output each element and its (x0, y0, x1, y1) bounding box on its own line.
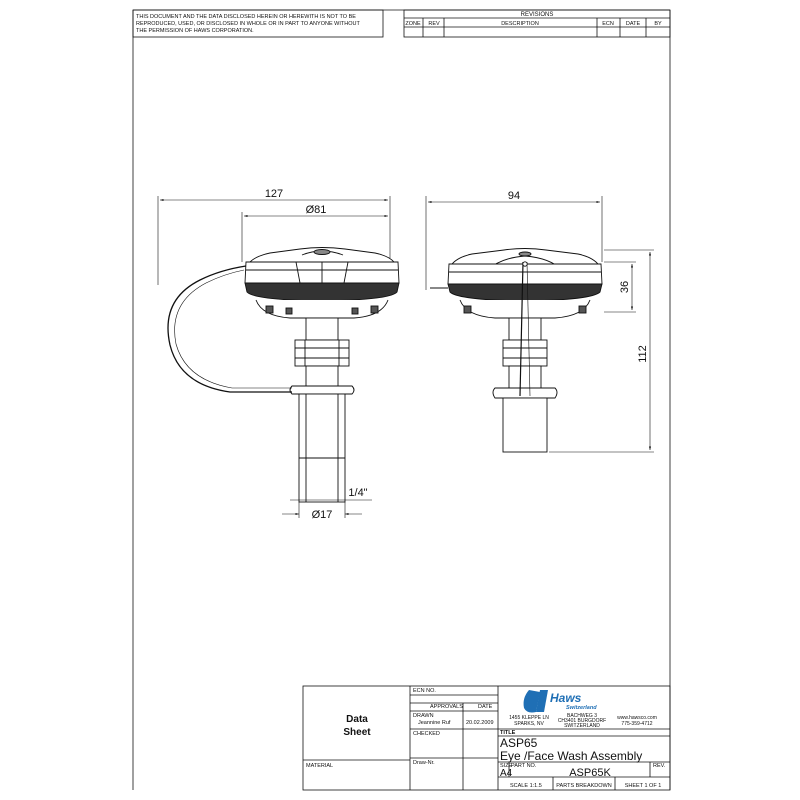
dim-cap-height: 36 (619, 280, 631, 294)
checked-label: CHECKED (413, 731, 440, 737)
address-ch-3: SWITZERLAND (564, 723, 600, 729)
part-no-value: ASP65K (569, 767, 611, 779)
confidentiality-notice (133, 10, 383, 37)
drawn-by: Jeannine Ruf (418, 720, 451, 726)
dim-total-height: 112 (637, 345, 649, 363)
address-ch-1: BACHWEG 3 (566, 713, 598, 719)
date-label: DATE (478, 704, 493, 710)
scale: SCALE 1:1.5 (510, 783, 542, 789)
rev-header-by: BY (654, 21, 662, 27)
haws-logo (524, 690, 598, 713)
notice-line-2: REPRODUCED, USED, OR DISCLOSED IN WHOLE OR IN PART TO ANYONE WITHOUT (136, 21, 360, 27)
data-sheet-label-2: Sheet (343, 727, 371, 738)
notice-line-1: THIS DOCUMENT AND THE DATA DISCLOSED HEREIN OR HEREWITH IS NOT TO BE (136, 14, 356, 20)
sheet-border (133, 10, 670, 790)
rev-header-zone: ZONE (405, 21, 421, 27)
material-label: MATERIAL (306, 763, 334, 769)
dim-cap-diameter: Ø81 (305, 204, 327, 216)
title-line-1: ASP65 (500, 736, 538, 750)
dim-side-width: 94 (507, 190, 521, 202)
draw-nr-label: Draw-Nr. (413, 760, 435, 766)
website: www.hawsco.com (617, 715, 657, 721)
front-dimensions (158, 196, 390, 518)
logo-text: Haws (550, 691, 582, 705)
rev-header-ecn: ECN (602, 21, 614, 27)
drawn-date: 20.02.2009 (466, 720, 494, 726)
size-label: SIZE (500, 763, 513, 769)
logo-sub: Switzerland (566, 705, 597, 711)
title-label: TITLE (500, 730, 516, 736)
title-line-2: Eye /Face Wash Assembly (500, 749, 643, 763)
ecn-label: ECN NO. (413, 688, 436, 694)
revisions-title: REVISIONS (520, 12, 554, 18)
address-ch-2: CH3401 BURGDORF (557, 718, 607, 724)
title-block-frame (303, 686, 670, 790)
address-us-1: 1455 KLEPPE LN (509, 715, 549, 721)
dim-thread: 1/4" (348, 487, 368, 499)
approvals-label: APPROVALS (430, 704, 463, 710)
size-value: A4 (500, 768, 513, 779)
parts-breakdown: PARTS BREAKDOWN (556, 783, 612, 789)
part-no-label: PART NO. (511, 763, 537, 769)
front-view (168, 248, 399, 503)
notice-line-3: THE PERMISSION OF HAWS CORPORATION. (136, 28, 254, 34)
sheet-number: SHEET 1 OF 1 (624, 783, 662, 789)
rev-label: REV. (653, 763, 666, 769)
address-us-2: SPARKS, NV (514, 721, 544, 727)
rev-header-date: DATE (625, 21, 641, 27)
rev-header-description: DESCRIPTION (501, 21, 539, 27)
dim-pipe-diameter: Ø17 (311, 509, 333, 521)
rev-header-rev: REV (428, 21, 440, 27)
phone: 775-359-4712 (621, 721, 653, 727)
data-sheet-label-1: Data (346, 714, 368, 725)
drawn-label: DRAWN (413, 713, 434, 719)
dim-overall-width: 127 (264, 188, 284, 200)
side-view (430, 249, 602, 453)
